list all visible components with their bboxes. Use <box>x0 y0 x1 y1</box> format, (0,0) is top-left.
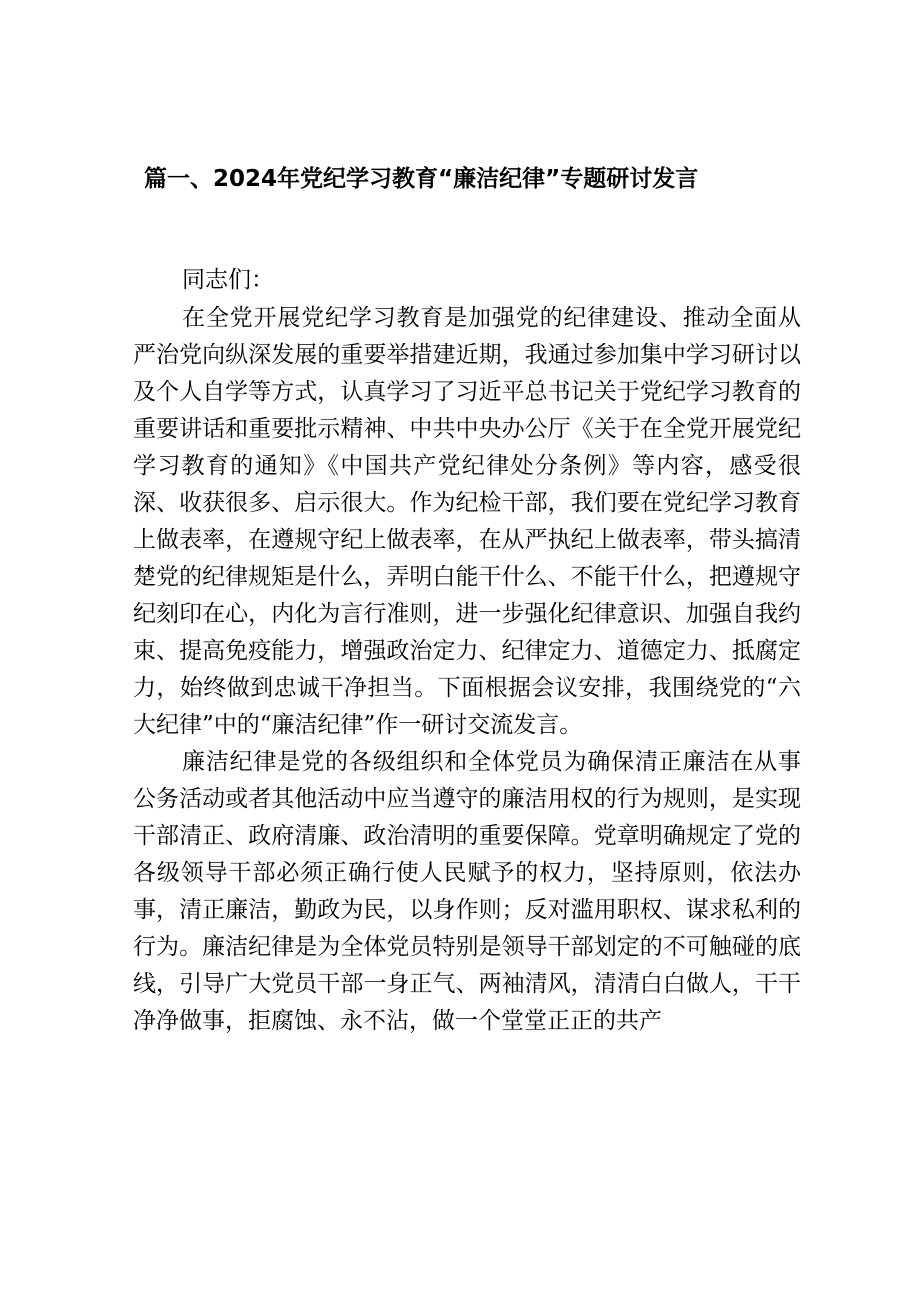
salutation: 同志们： <box>182 267 274 293</box>
document-title: 篇一、2024年党纪学习教育“廉洁纪律”专题研讨发言 <box>144 166 699 192</box>
paragraph-1: 在全党开展党纪学习教育是加强党的纪律建设、推动全面从严治党向纵深发展的重要举措建近期，我通过参加集中学习研讨以及个人自学等方式，认真学习了习近平总书记关于党纪学习教育的重要讲话和重要批示精神、中共中央办公厅《关于在全党开展党纪学习教育的通知》《中国共产党纪律处分条例》等内容，感受很深、收获很多、启示很大。作为纪检干部，我们要在党纪学习教育上做表率，在遵规守纪上做表率，在从严执纪上做表率，带头搞清楚党的纪律规矩是什么，弄明白能干什么、不能干什么，把遵规守纪刻印在心，内化为言行准则，进一步强化纪律意识、加强自我约束、提高免疫能力，增强政治定力、纪律定力、道德定力、抵腐定力，始终做到忠诚干净担当。下面根据会议安排，我围绕党的“六大纪律”中的“廉洁纪律”作一研讨交流发言。 <box>133 305 801 738</box>
paragraph-2: 廉洁纪律是党的各级组织和全体党员为确保清正廉洁在从事公务活动或者其他活动中应当遵守的廉洁用权的行为规则，是实现干部清正、政府清廉、政治清明的重要保障。党章明确规定了党的各级领导干部必须正确行使人民赋予的权力，坚持原则，依法办事，清正廉洁，勤政为民，以身作则；反对滥用职权、谋求私利的行为。廉洁纪律是为全体党员特别是领导干部划定的不可触碰的底线，引导广大党员干部一身正气、两袖清风，清清白白做人，干干净净做事，拒腐蚀、永不沾，做一个堂堂正正的共产 <box>133 749 801 1034</box>
document-body <box>133 300 801 1040</box>
